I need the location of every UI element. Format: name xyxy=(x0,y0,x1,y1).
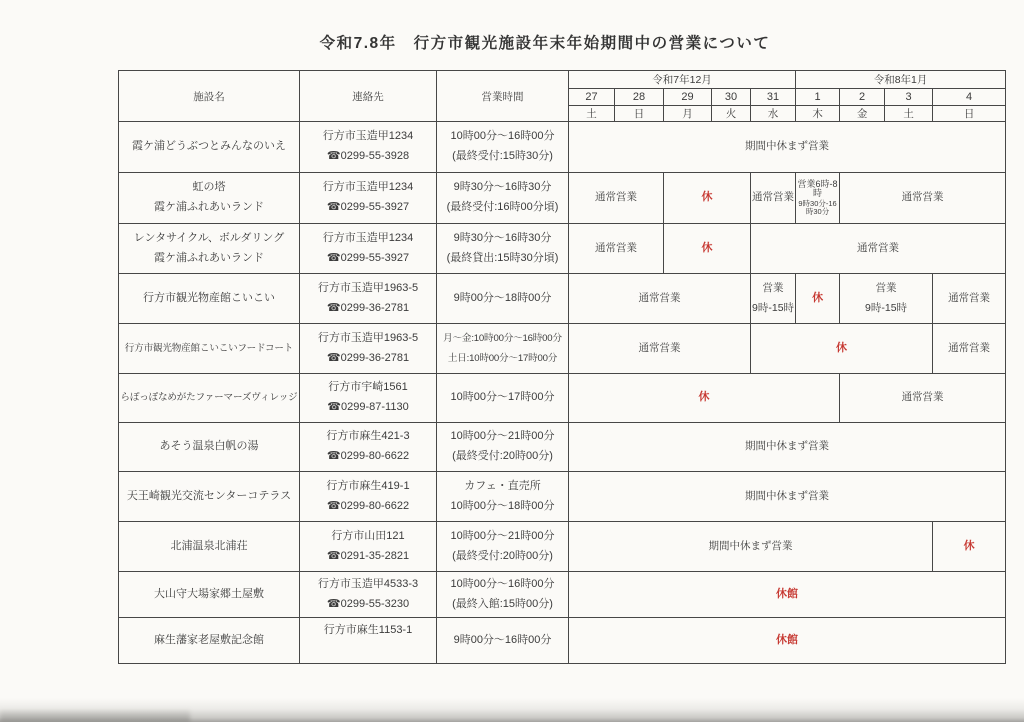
status-label: 期間中休まず営業 xyxy=(708,539,793,552)
contact-cell xyxy=(300,274,437,324)
status-label: 9時30分-16時30分 xyxy=(798,198,837,216)
hours-line: 9時30分～16時30分 xyxy=(453,181,552,194)
contact-line: ☎0299-87-1130 xyxy=(327,401,409,414)
contact-line: ☎0299-80-6622 xyxy=(326,450,410,463)
hours-line: (最終入館:15時00分) xyxy=(452,597,553,610)
day-header: 土 xyxy=(569,106,615,122)
contact-cell xyxy=(300,122,437,173)
hours-line: 9時30分～16時30分 xyxy=(453,231,552,244)
status-cell xyxy=(569,274,751,324)
status-label: 通常営業 xyxy=(638,341,681,354)
contact-line: ☎0299-55-3230 xyxy=(326,597,410,610)
facility-cell xyxy=(119,122,300,173)
status-cell xyxy=(569,324,751,374)
date-header: 28 xyxy=(615,89,664,106)
contact-line: 行方市玉造甲1234 xyxy=(322,130,414,143)
status-label: 期間中休まず営業 xyxy=(745,489,830,502)
table-row xyxy=(119,324,1006,374)
status-cell xyxy=(569,122,1006,173)
facility-name: 霞ケ浦ふれあいランド xyxy=(154,251,264,264)
status-cell xyxy=(751,173,796,224)
contact-line: 行方市麻生421-3 xyxy=(326,430,410,443)
col-header-month-january: 令和8年1月 xyxy=(796,71,1006,89)
status-label: 休 xyxy=(698,391,710,404)
status-cell xyxy=(569,374,840,423)
contact-line: ☎0299-36-2781 xyxy=(326,301,410,314)
contact-cell xyxy=(300,522,437,572)
hours-line: (最終受付:20時00分) xyxy=(452,549,553,562)
facility-cell xyxy=(119,324,300,374)
contact-cell xyxy=(300,472,437,522)
hours-line: カフェ・直売所 xyxy=(464,479,541,492)
status-label: 休館 xyxy=(776,587,799,600)
contact-line: 行方市宇崎1561 xyxy=(328,381,408,394)
col-header-contact: 連絡先 xyxy=(300,71,437,122)
contact-line: 行方市麻生419-1 xyxy=(326,479,410,492)
hours-line: (最終貸出:15時30分頃) xyxy=(446,251,559,264)
date-header: 30 xyxy=(712,89,751,106)
status-label: 通常営業 xyxy=(901,391,944,404)
status-cell xyxy=(840,374,1006,423)
status-label: 休 xyxy=(701,241,713,254)
status-cell xyxy=(751,224,1006,274)
day-header: 土 xyxy=(885,106,933,122)
scan-edge-artifact xyxy=(0,708,190,722)
facility-name: 霞ケ浦どうぶつとみんなのいえ xyxy=(132,140,286,153)
status-label: 通常営業 xyxy=(948,291,991,304)
status-cell xyxy=(569,472,1006,522)
status-label: 休 xyxy=(836,341,848,354)
schedule-table xyxy=(118,70,1006,664)
contact-line: 行方市山田121 xyxy=(331,529,405,542)
hours-cell xyxy=(437,374,569,423)
status-label: 休 xyxy=(963,539,975,552)
status-cell xyxy=(796,274,840,324)
hours-line: 9時00分～18時00分 xyxy=(453,291,552,304)
hours-cell xyxy=(437,173,569,224)
status-cell xyxy=(569,618,1006,664)
hours-line: 10時00分～16時00分 xyxy=(450,577,555,590)
facility-cell xyxy=(119,224,300,274)
table-row xyxy=(119,572,1006,618)
day-header: 水 xyxy=(751,106,796,122)
facility-name: 麻生藩家老屋敷記念館 xyxy=(154,633,264,646)
status-label: 営業6時-8時 xyxy=(797,178,838,199)
day-header: 日 xyxy=(933,106,1006,122)
col-header-facility: 施設名 xyxy=(119,71,300,122)
date-header: 2 xyxy=(840,89,885,106)
facility-cell xyxy=(119,472,300,522)
contact-line: 行方市玉造甲1963-5 xyxy=(317,281,419,294)
contact-line: ☎0299-55-3927 xyxy=(326,251,410,264)
contact-cell xyxy=(300,423,437,472)
col-header-month-december: 令和7年12月 xyxy=(569,71,796,89)
status-cell xyxy=(933,324,1006,374)
facility-name: レンタサイクル、ボルダリング xyxy=(133,231,285,244)
status-cell xyxy=(664,224,751,274)
facility-name: らぽっぽなめがたファーマーズヴィレッジ xyxy=(120,392,298,403)
contact-line: ☎0299-80-6622 xyxy=(326,499,410,512)
status-label: 営業 xyxy=(762,282,784,295)
contact-line: ☎0299-36-2781 xyxy=(326,351,410,364)
hours-line: 10時00分～21時00分 xyxy=(450,529,555,542)
day-header: 火 xyxy=(712,106,751,122)
status-cell xyxy=(569,423,1006,472)
status-label: 通常営業 xyxy=(901,191,944,204)
facility-name: あそう温泉白帆の湯 xyxy=(159,440,259,453)
contact-line: ☎0299-55-3927 xyxy=(326,201,410,214)
hours-cell xyxy=(437,472,569,522)
contact-line: 行方市玉造甲1234 xyxy=(322,231,414,244)
status-label: 期間中休まず営業 xyxy=(745,140,830,153)
facility-cell xyxy=(119,423,300,472)
status-label: 休 xyxy=(701,191,713,204)
contact-line: 行方市麻生1153-1 xyxy=(323,623,413,636)
status-label: 通常営業 xyxy=(595,241,637,254)
facility-name: 行方市観光物産館こいこい xyxy=(143,291,275,304)
table-row xyxy=(119,472,1006,522)
contact-cell xyxy=(300,324,437,374)
hours-line: (最終受付:15時30分) xyxy=(452,150,553,163)
facility-name: 行方市観光物産館こいこいフードコート xyxy=(124,342,294,354)
hours-line: 10時00分～21時00分 xyxy=(450,430,555,443)
contact-line: 行方市玉造甲4533-3 xyxy=(317,577,419,590)
facility-cell xyxy=(119,374,300,423)
facility-name: 霞ケ浦ふれあいランド xyxy=(154,201,264,214)
date-header: 4 xyxy=(933,89,1006,106)
status-label: 営業 xyxy=(875,282,897,295)
hours-cell xyxy=(437,522,569,572)
status-label: 期間中休まず営業 xyxy=(745,440,830,453)
contact-line: 行方市玉造甲1963-5 xyxy=(317,331,419,344)
status-cell xyxy=(796,173,840,224)
facility-name: 北浦温泉北浦荘 xyxy=(170,539,248,552)
table-row xyxy=(119,423,1006,472)
status-label: 通常営業 xyxy=(948,341,991,354)
status-cell xyxy=(664,173,751,224)
status-cell xyxy=(751,324,933,374)
status-cell xyxy=(933,522,1006,572)
status-cell xyxy=(840,274,933,324)
hours-line: (最終受付:16時00分頃) xyxy=(446,201,559,214)
hours-cell xyxy=(437,618,569,664)
hours-line: 10時00分～18時00分 xyxy=(450,499,555,512)
contact-cell xyxy=(300,173,437,224)
hours-cell xyxy=(437,122,569,173)
table-row xyxy=(119,122,1006,173)
status-cell xyxy=(569,173,664,224)
hours-line: 9時00分～16時00分 xyxy=(453,633,552,646)
contact-line: ☎0299-55-3928 xyxy=(326,150,410,163)
contact-line: 行方市玉造甲1234 xyxy=(322,181,414,194)
contact-line xyxy=(366,644,369,658)
contact-line: ☎0291-35-2821 xyxy=(326,549,410,562)
scan-edge-shadow xyxy=(0,698,1024,722)
status-cell xyxy=(933,274,1006,324)
contact-cell xyxy=(300,374,437,423)
facility-cell xyxy=(119,274,300,324)
status-cell xyxy=(569,522,933,572)
table-row xyxy=(119,224,1006,274)
table-row xyxy=(119,274,1006,324)
facility-cell xyxy=(119,618,300,664)
facility-cell xyxy=(119,173,300,224)
hours-cell xyxy=(437,423,569,472)
hours-cell xyxy=(437,572,569,618)
date-header: 1 xyxy=(796,89,840,106)
day-header: 月 xyxy=(664,106,712,122)
date-header: 29 xyxy=(664,89,712,106)
facility-name: 大山守大場家郷土屋敷 xyxy=(154,587,264,600)
contact-cell xyxy=(300,618,437,664)
contact-cell xyxy=(300,572,437,618)
hours-cell xyxy=(437,274,569,324)
date-header: 27 xyxy=(569,89,615,106)
facility-name: 天王崎観光交流センターコテラス xyxy=(126,489,292,502)
status-label: 9時-15時 xyxy=(752,301,795,314)
header-month-row xyxy=(119,71,1006,89)
status-label: 通常営業 xyxy=(857,241,900,254)
facility-cell xyxy=(119,572,300,618)
hours-line: (最終受付:20時00分) xyxy=(452,450,553,463)
date-header: 3 xyxy=(885,89,933,106)
status-label: 通常営業 xyxy=(595,191,637,204)
day-header: 日 xyxy=(615,106,664,122)
status-label: 休 xyxy=(812,291,824,304)
table-row xyxy=(119,173,1006,224)
date-header: 31 xyxy=(751,89,796,106)
hours-line: 10時00分～17時00分 xyxy=(450,391,555,404)
status-cell xyxy=(751,274,796,324)
status-label: 休館 xyxy=(776,633,799,646)
hours-cell xyxy=(437,224,569,274)
hours-line: 月～金:10時00分～16時00分 xyxy=(443,332,562,344)
status-cell xyxy=(840,173,1006,224)
day-header: 木 xyxy=(796,106,840,122)
hours-line: 土日:10時00分～17時00分 xyxy=(447,352,558,364)
schedule-table-body xyxy=(119,122,1006,664)
col-header-hours: 営業時間 xyxy=(437,71,569,122)
status-label: 通常営業 xyxy=(638,291,681,304)
facility-name: 虹の塔 xyxy=(192,181,226,194)
page-title: 令和7.8年 行方市観光施設年末年始期間中の営業について xyxy=(319,35,771,52)
table-row xyxy=(119,374,1006,423)
contact-cell xyxy=(300,224,437,274)
facility-cell xyxy=(119,522,300,572)
status-cell xyxy=(569,224,664,274)
status-label: 通常営業 xyxy=(752,191,795,204)
table-row xyxy=(119,618,1006,664)
day-header: 金 xyxy=(840,106,885,122)
status-cell xyxy=(569,572,1006,618)
table-row xyxy=(119,522,1006,572)
hours-cell xyxy=(437,324,569,374)
hours-line: 10時00分～16時00分 xyxy=(450,130,555,143)
status-label: 9時-15時 xyxy=(865,301,908,314)
